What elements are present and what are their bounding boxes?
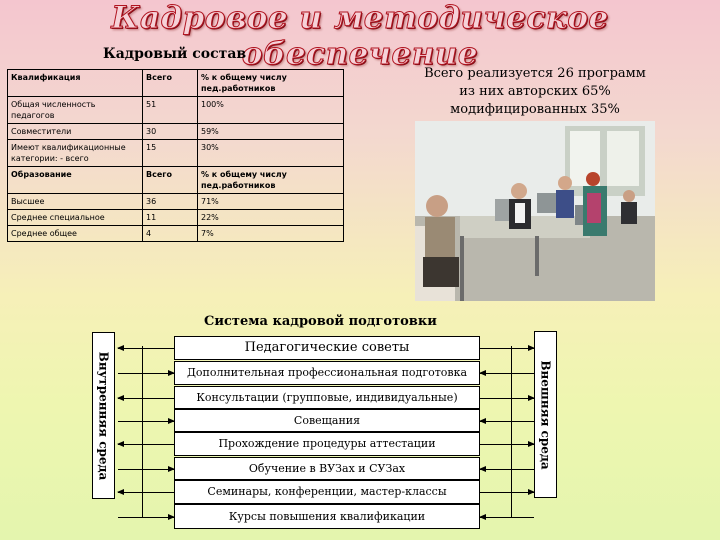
staff-table xyxy=(7,69,344,242)
connector-arrow xyxy=(480,421,534,422)
table-cell: Среднее общее xyxy=(8,226,143,242)
training-form-item: Курсы повышения квалификации xyxy=(174,504,480,529)
connector-arrow xyxy=(480,348,534,349)
table-cell: 100% xyxy=(198,97,344,124)
table-cell: Всего xyxy=(143,167,198,194)
table-cell: 4 xyxy=(143,226,198,242)
table-cell: Образование xyxy=(8,167,143,194)
connector-arrow xyxy=(480,373,534,374)
training-form-item: Консультации (групповые, индивидуальные) xyxy=(174,386,480,409)
connector-arrow xyxy=(480,517,534,518)
connector-arrow xyxy=(118,492,174,493)
table-cell: Высшее xyxy=(8,194,143,210)
programs-authored: из них авторских 65% xyxy=(459,84,611,99)
table-cell: 71% xyxy=(198,194,344,210)
training-form-item: Совещания xyxy=(174,409,480,432)
table-cell: 11 xyxy=(143,210,198,226)
classroom-photo-illustration xyxy=(415,121,655,301)
programs-modified: модифицированных 35% xyxy=(450,102,620,117)
training-heading: Система кадровой подготовки xyxy=(204,314,437,329)
connector-arrow xyxy=(118,517,174,518)
programs-summary xyxy=(415,65,655,119)
table-header-row xyxy=(8,70,344,97)
table-row xyxy=(8,140,344,167)
table-cell: 51 xyxy=(143,97,198,124)
table-cell: Имеют квалификационные категории: - всего xyxy=(8,140,143,167)
table-cell: 22% xyxy=(198,210,344,226)
connector-arrow xyxy=(118,348,174,349)
connector-arrow xyxy=(118,373,174,374)
training-form-item: Прохождение процедуры аттестации xyxy=(174,432,480,456)
table-cell: Квалификация xyxy=(8,70,143,97)
training-form-item: Педагогические советы xyxy=(174,336,480,360)
table-cell: % к общему числу пед.работников xyxy=(198,70,344,97)
table-row xyxy=(8,226,344,242)
table-cell: 36 xyxy=(143,194,198,210)
training-form-item: Обучение в ВУЗах и СУЗах xyxy=(174,457,480,480)
table-row xyxy=(8,97,344,124)
table-cell: Совместители xyxy=(8,124,143,140)
training-form-item: Семинары, конференции, мастер-классы xyxy=(174,480,480,504)
table-cell: Общая численность педагогов xyxy=(8,97,143,124)
table-row xyxy=(8,210,344,226)
table-cell: 30% xyxy=(198,140,344,167)
table-cell: 7% xyxy=(198,226,344,242)
table-row xyxy=(8,124,344,140)
table-cell: 30 xyxy=(143,124,198,140)
table-cell: Всего xyxy=(143,70,198,97)
inner-environment-box xyxy=(92,332,115,499)
table-row xyxy=(8,194,344,210)
inner-environment-label: Внутренняя среда xyxy=(96,351,111,480)
table-cell: % к общему числу пед.работников xyxy=(198,167,344,194)
connector-arrow xyxy=(480,492,534,493)
connector-arrow xyxy=(118,421,174,422)
table-cell: Среднее специальное xyxy=(8,210,143,226)
connector-arrow xyxy=(118,444,174,445)
programs-total: Всего реализуется 26 программ xyxy=(424,66,646,81)
page-title: Кадровое и методическое обеспечение xyxy=(111,0,609,72)
table-header-row xyxy=(8,167,344,194)
connector-arrow xyxy=(118,398,174,399)
outer-environment-label: Внешняя среда xyxy=(538,359,553,470)
training-form-item: Дополнительная профессиональная подготовка xyxy=(174,361,480,385)
connector-arrow xyxy=(118,469,174,470)
connector-arrow xyxy=(480,398,534,399)
staff-section-heading: Кадровый состав xyxy=(103,46,247,62)
outer-environment-box xyxy=(534,331,557,498)
connector-arrow xyxy=(480,469,534,470)
table-cell: 15 xyxy=(143,140,198,167)
connector-arrow xyxy=(480,444,534,445)
table-cell: 59% xyxy=(198,124,344,140)
classroom-photo xyxy=(415,121,655,301)
